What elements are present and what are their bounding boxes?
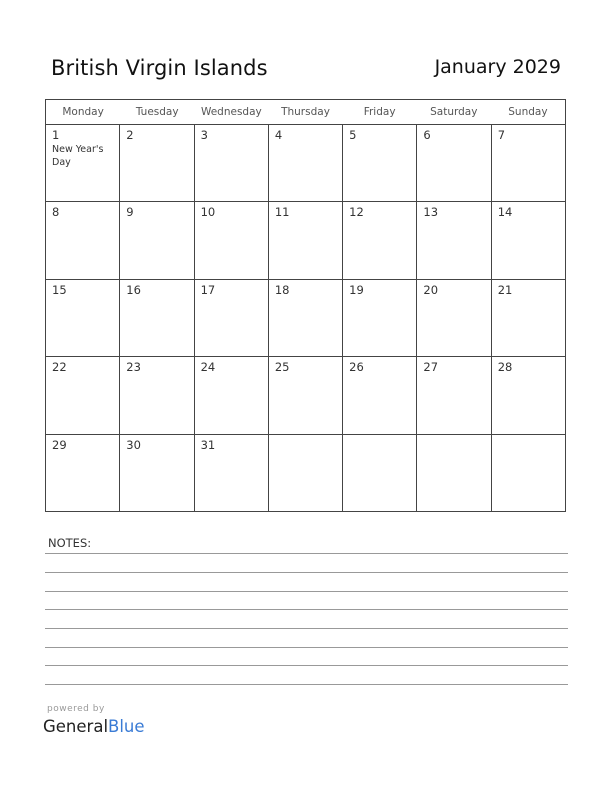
day-cell[interactable] — [343, 435, 417, 512]
week-row — [46, 202, 565, 279]
day-cell[interactable] — [120, 435, 194, 512]
weekday-saturday: Saturday — [430, 106, 478, 118]
day-cell[interactable] — [195, 280, 269, 356]
day-cell[interactable] — [195, 202, 269, 278]
notes-label: NOTES: — [48, 536, 92, 550]
day-cell[interactable] — [120, 280, 194, 356]
day-cell[interactable] — [417, 280, 491, 356]
day-number: 6 — [423, 128, 431, 142]
day-number: 13 — [423, 205, 439, 220]
brand-blue-text: Blue — [108, 717, 145, 736]
day-cell[interactable] — [195, 435, 269, 512]
day-number: 10 — [200, 205, 216, 220]
day-number: 18 — [274, 282, 290, 297]
day-number: 28 — [497, 360, 513, 375]
day-number: 24 — [200, 360, 216, 375]
day-cell[interactable] — [492, 357, 565, 433]
day-cell[interactable] — [46, 435, 120, 512]
day-cell[interactable] — [120, 357, 194, 433]
day-number: 21 — [497, 282, 513, 297]
holiday-label: New Year's Day — [52, 144, 104, 168]
weekday-monday: Monday — [62, 106, 104, 118]
day-cell[interactable] — [417, 435, 491, 512]
day-number: 17 — [200, 282, 216, 297]
weekday-wednesday: Wednesday — [200, 106, 262, 118]
day-number: 9 — [126, 205, 134, 220]
day-cell[interactable] — [417, 357, 491, 433]
day-cell[interactable] — [46, 280, 120, 356]
week-row — [46, 125, 565, 202]
powered-by-text: powered by — [47, 704, 105, 714]
weekday-thursday: Thursday — [281, 106, 330, 118]
day-number: 19 — [349, 282, 364, 297]
day-cell[interactable] — [269, 357, 343, 433]
note-line — [45, 553, 568, 554]
day-cell[interactable] — [343, 357, 417, 433]
day-number: 4 — [274, 128, 283, 142]
note-line — [45, 647, 568, 648]
day-cell[interactable] — [120, 202, 194, 278]
day-number: 14 — [497, 205, 513, 220]
week-row — [46, 435, 565, 512]
week-row — [46, 357, 565, 434]
day-number: 11 — [274, 205, 290, 220]
day-number: 26 — [349, 360, 364, 375]
day-cell[interactable] — [46, 357, 120, 433]
day-number: 27 — [423, 360, 439, 375]
note-line — [45, 628, 568, 629]
day-number: 12 — [349, 205, 364, 220]
day-number: 3 — [200, 128, 208, 142]
day-cell[interactable] — [195, 125, 269, 201]
day-cell[interactable] — [492, 202, 565, 278]
day-cell[interactable] — [46, 202, 120, 278]
day-cell[interactable] — [46, 125, 120, 201]
day-cell[interactable] — [417, 202, 491, 278]
day-cell[interactable] — [492, 435, 565, 512]
day-number: 23 — [126, 360, 141, 375]
note-line — [45, 591, 568, 592]
day-cell[interactable] — [269, 202, 343, 278]
note-line — [45, 684, 568, 685]
day-cell[interactable] — [269, 125, 343, 201]
day-number: 15 — [52, 282, 67, 297]
weekday-friday: Friday — [363, 106, 396, 118]
note-line — [45, 665, 568, 666]
day-number: 16 — [126, 282, 141, 297]
day-number: 8 — [52, 205, 60, 220]
day-number: 22 — [52, 360, 67, 375]
day-number: 20 — [423, 282, 439, 297]
calendar-grid — [45, 99, 566, 512]
day-number: 1 — [52, 128, 60, 142]
day-number: 31 — [200, 437, 216, 452]
week-row — [46, 280, 565, 357]
day-number: 5 — [349, 128, 357, 142]
weekday-tuesday: Tuesday — [135, 106, 179, 118]
brand-general-text: General — [43, 717, 109, 736]
day-cell[interactable] — [195, 357, 269, 433]
weekday-sunday: Sunday — [508, 106, 548, 118]
day-cell[interactable] — [120, 125, 194, 201]
day-number: 2 — [126, 128, 134, 142]
day-cell[interactable] — [269, 435, 343, 512]
day-number: 7 — [497, 128, 506, 142]
day-number: 25 — [274, 360, 290, 375]
weeks-container — [46, 125, 565, 512]
day-cell[interactable] — [492, 280, 565, 356]
country-title: British Virgin Islands — [51, 56, 268, 80]
day-number: 30 — [126, 437, 141, 452]
note-line — [45, 609, 568, 610]
weekday-header-row — [46, 100, 565, 125]
day-cell[interactable] — [343, 280, 417, 356]
generalblue-logo[interactable] — [43, 717, 145, 736]
day-cell[interactable] — [343, 125, 417, 201]
month-year-title: January 2029 — [434, 56, 561, 78]
day-cell[interactable] — [417, 125, 491, 201]
day-cell[interactable] — [492, 125, 565, 201]
day-number: 29 — [52, 437, 67, 452]
day-cell[interactable] — [343, 202, 417, 278]
note-line — [45, 572, 568, 573]
day-cell[interactable] — [269, 280, 343, 356]
